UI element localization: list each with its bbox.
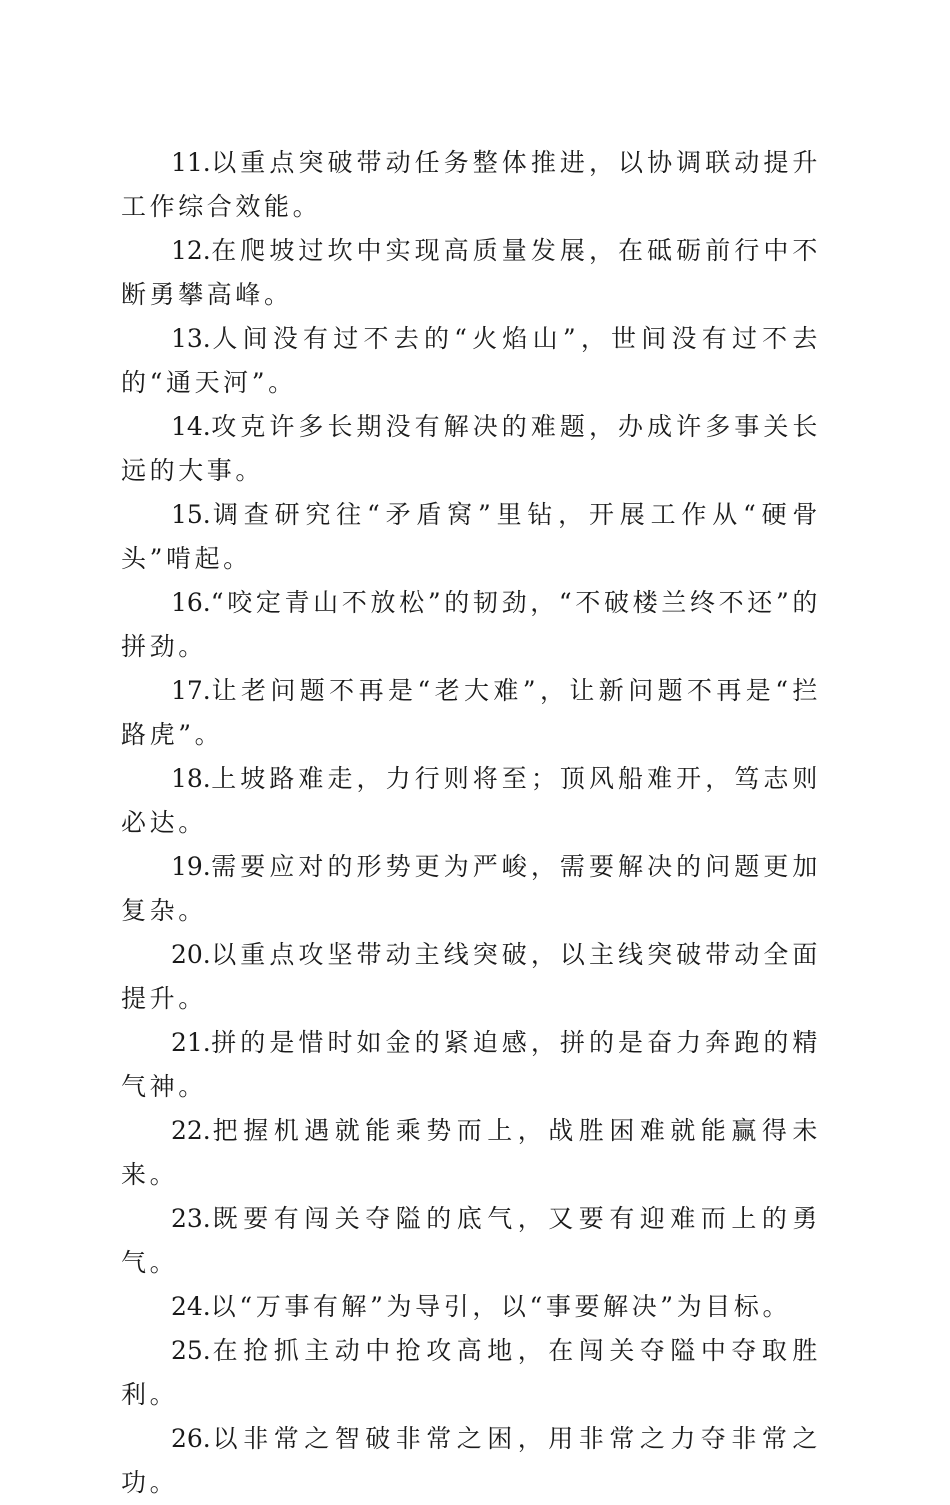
item-number: 21. bbox=[171, 1028, 211, 1057]
item-text: 上坡路难走，力行则将至；顶风船难开，笃志则必达。 bbox=[121, 764, 821, 837]
list-item bbox=[121, 1285, 821, 1329]
list-item bbox=[121, 141, 821, 229]
item-number: 20. bbox=[171, 940, 211, 969]
item-text: 调查研究往“矛盾窝”里钻，开展工作从“硬骨头”啃起。 bbox=[121, 500, 821, 573]
list-item bbox=[121, 1109, 821, 1197]
list-item bbox=[121, 757, 821, 845]
item-text: 让老问题不再是“老大难”，让新问题不再是“拦路虎”。 bbox=[121, 676, 821, 749]
list-item bbox=[121, 581, 821, 669]
item-number: 23. bbox=[171, 1204, 211, 1233]
item-number: 12. bbox=[171, 236, 211, 265]
item-number: 24. bbox=[171, 1292, 211, 1321]
list-item bbox=[121, 1329, 821, 1417]
item-text: 以“万事有解”为导引，以“事要解决”为目标。 bbox=[210, 1292, 792, 1321]
item-number: 11. bbox=[171, 148, 211, 177]
list-item bbox=[121, 1021, 821, 1109]
list-item bbox=[121, 405, 821, 493]
item-number: 19. bbox=[171, 852, 211, 881]
list-item bbox=[121, 669, 821, 757]
item-number: 17. bbox=[171, 676, 211, 705]
document-body bbox=[121, 141, 821, 1505]
list-item bbox=[121, 845, 821, 933]
item-text: 在抢抓主动中抢攻高地，在闯关夺隘中夺取胜利。 bbox=[121, 1336, 821, 1409]
item-number: 26. bbox=[171, 1424, 211, 1453]
item-number: 14. bbox=[171, 412, 211, 441]
item-text: 攻克许多长期没有解决的难题，办成许多事关长远的大事。 bbox=[121, 412, 821, 485]
item-number: 25. bbox=[171, 1336, 211, 1365]
item-number: 13. bbox=[171, 324, 211, 353]
list-item bbox=[121, 493, 821, 581]
item-number: 15. bbox=[171, 500, 211, 529]
item-text: 以重点突破带动任务整体推进，以协调联动提升工作综合效能。 bbox=[121, 148, 821, 221]
list-item bbox=[121, 317, 821, 405]
item-number: 16. bbox=[171, 588, 211, 617]
item-text: 在爬坡过坎中实现高质量发展，在砥砺前行中不断勇攀高峰。 bbox=[121, 236, 821, 309]
item-text: “咬定青山不放松”的韧劲，“不破楼兰终不还”的拼劲。 bbox=[121, 588, 821, 661]
item-text: 人间没有过不去的“火焰山”，世间没有过不去的“通天河”。 bbox=[121, 324, 821, 397]
item-text: 需要应对的形势更为严峻，需要解决的问题更加复杂。 bbox=[121, 852, 821, 925]
list-item bbox=[121, 1417, 821, 1505]
list-item bbox=[121, 229, 821, 317]
item-text: 以非常之智破非常之困，用非常之力夺非常之功。 bbox=[121, 1424, 821, 1497]
list-item bbox=[121, 1197, 821, 1285]
item-number: 18. bbox=[171, 764, 211, 793]
item-text: 把握机遇就能乘势而上，战胜困难就能赢得未来。 bbox=[121, 1116, 821, 1189]
list-item bbox=[121, 933, 821, 1021]
item-number: 22. bbox=[171, 1116, 211, 1145]
item-text: 拼的是惜时如金的紧迫感，拼的是奋力奔跑的精气神。 bbox=[121, 1028, 821, 1101]
item-text: 既要有闯关夺隘的底气，又要有迎难而上的勇气。 bbox=[121, 1204, 821, 1277]
item-text: 以重点攻坚带动主线突破，以主线突破带动全面提升。 bbox=[121, 940, 821, 1013]
